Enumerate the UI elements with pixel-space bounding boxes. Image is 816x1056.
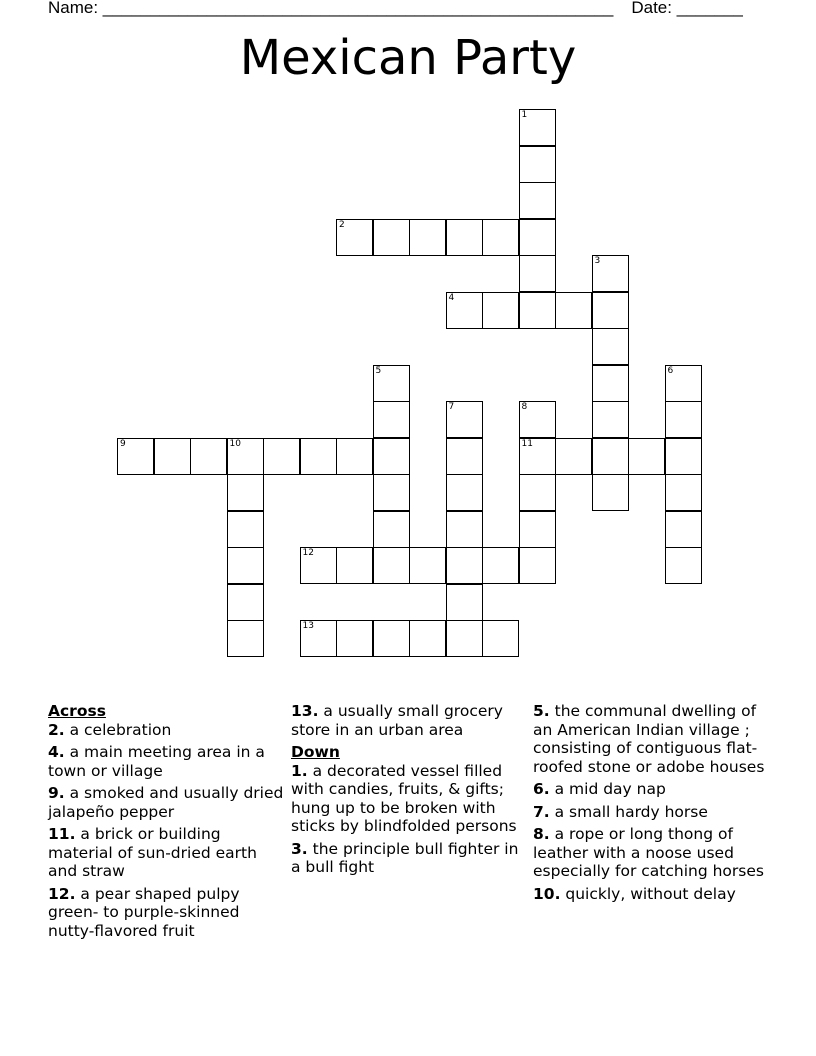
grid-cell[interactable] <box>446 474 483 511</box>
cell-number: 5 <box>375 365 382 376</box>
grid-cell[interactable] <box>665 401 702 438</box>
cell-number: 11 <box>521 438 533 449</box>
grid-cell[interactable] <box>592 365 629 402</box>
grid-cell[interactable] <box>665 511 702 548</box>
grid-cell[interactable] <box>373 401 410 438</box>
clue-number: 12. <box>48 884 76 903</box>
clue-text: a brick or building material of sun-dried earth and straw <box>48 825 257 880</box>
clue-down-1 <box>291 762 527 836</box>
clue-down-8 <box>533 825 769 881</box>
grid-cell[interactable] <box>628 438 665 475</box>
grid-cell[interactable] <box>519 438 556 475</box>
name-field[interactable]: Name: ______________________________________________________ <box>48 0 614 17</box>
across-heading: Across <box>48 702 106 720</box>
grid-cell[interactable] <box>519 401 556 438</box>
grid-cell[interactable] <box>519 182 556 219</box>
cell-number: 12 <box>302 548 314 558</box>
grid-cell[interactable] <box>446 547 483 584</box>
grid-cell[interactable] <box>373 547 410 584</box>
clue-across-11 <box>48 825 286 881</box>
grid-cell[interactable] <box>117 438 154 475</box>
grid-cell[interactable] <box>592 474 629 511</box>
clue-number: 5. <box>533 702 550 720</box>
grid-cell[interactable] <box>373 474 410 511</box>
clue-down-7 <box>533 803 769 822</box>
grid-cell[interactable] <box>519 511 556 548</box>
grid-cell[interactable] <box>227 511 264 548</box>
clues-column-2 <box>291 702 527 881</box>
grid-cell[interactable] <box>227 547 264 584</box>
clues-column-3 <box>533 702 769 907</box>
grid-cell[interactable] <box>373 620 410 657</box>
cell-number: 3 <box>594 256 601 266</box>
cell-number: 10 <box>229 438 241 449</box>
cell-number: 2 <box>339 219 345 230</box>
grid-cell[interactable] <box>336 219 373 256</box>
grid-cell[interactable] <box>665 547 702 584</box>
cell-number: 8 <box>521 402 528 412</box>
grid-cell[interactable] <box>409 620 446 657</box>
grid-cell[interactable] <box>482 547 519 584</box>
grid-cell[interactable] <box>154 438 191 475</box>
clue-across-9 <box>48 784 286 821</box>
cell-number: 1 <box>521 110 528 120</box>
grid-cell[interactable] <box>665 438 702 475</box>
cell-number: 13 <box>302 621 314 631</box>
clue-across-12 <box>48 885 286 941</box>
clue-text: a main meeting area in a town or village <box>48 743 265 780</box>
grid-cell[interactable] <box>227 438 264 475</box>
grid-cell[interactable] <box>482 292 519 329</box>
clue-across-13 <box>291 702 527 739</box>
grid-cell[interactable] <box>446 584 483 621</box>
grid-cell[interactable] <box>446 292 483 329</box>
clue-down-10 <box>533 885 769 904</box>
grid-cell[interactable] <box>592 328 629 365</box>
clue-number: 6. <box>533 780 550 798</box>
grid-cell[interactable] <box>519 547 556 584</box>
clue-number: 9. <box>48 784 65 802</box>
grid-cell[interactable] <box>592 401 629 438</box>
clue-number: 10. <box>533 884 561 903</box>
grid-cell[interactable] <box>482 219 519 256</box>
grid-cell[interactable] <box>555 438 592 475</box>
clue-number: 13. <box>291 702 319 720</box>
clue-across-4 <box>48 743 286 780</box>
clue-text: a mid day nap <box>549 780 666 798</box>
grid-cell[interactable] <box>592 255 629 292</box>
grid-cell[interactable] <box>263 438 300 475</box>
clue-down-3 <box>291 840 527 877</box>
grid-cell[interactable] <box>336 620 373 657</box>
grid-cell[interactable] <box>519 146 556 183</box>
grid-cell[interactable] <box>373 219 410 256</box>
clue-text: a small hardy horse <box>549 802 708 821</box>
clue-across-2 <box>48 721 286 740</box>
clue-text: a rope or long thong of leather with a noose used especially for catching horses <box>533 825 764 880</box>
clue-text: a usually small grocery store in an urban area <box>291 702 503 739</box>
grid-cell[interactable] <box>227 584 264 621</box>
clue-text: a decorated vessel filled with candies, fruits, & gifts; hung up to be broken with sticks by blindfolded persons <box>291 761 517 835</box>
grid-cell[interactable] <box>446 438 483 475</box>
grid-cell[interactable] <box>190 438 227 475</box>
grid-cell[interactable] <box>373 365 410 402</box>
clue-number: 7. <box>533 802 550 821</box>
grid-cell[interactable] <box>446 219 483 256</box>
grid-cell[interactable] <box>555 292 592 329</box>
grid-cell[interactable] <box>592 438 629 475</box>
date-field[interactable]: Date: _______ <box>631 0 743 17</box>
clue-down-6 <box>533 780 769 799</box>
clue-text: the communal dwelling of an American Indian village ; consisting of contiguous flat-roofed stone or adobe houses <box>533 702 765 776</box>
grid-cell[interactable] <box>227 620 264 657</box>
cell-number: 6 <box>667 365 674 376</box>
grid-cell[interactable] <box>665 365 702 402</box>
grid-cell[interactable] <box>409 547 446 584</box>
grid-cell[interactable] <box>446 511 483 548</box>
clue-text: a smoked and usually dried jalapeño pepper <box>48 784 284 821</box>
clue-text: a pear shaped pulpy green- to purple-skinned nutty-flavored fruit <box>48 884 240 940</box>
grid-cell[interactable] <box>227 474 264 511</box>
cell-number: 4 <box>448 292 455 303</box>
grid-cell[interactable] <box>519 255 556 292</box>
grid-cell[interactable] <box>519 292 556 329</box>
clue-text: quickly, without delay <box>560 884 736 903</box>
cell-number: 9 <box>120 438 126 449</box>
clues-column-1 <box>48 702 286 944</box>
grid-cell[interactable] <box>446 620 483 657</box>
grid-cell[interactable] <box>336 438 373 475</box>
grid-cell[interactable] <box>409 219 446 256</box>
grid-cell[interactable] <box>300 547 337 584</box>
clue-down-5 <box>533 702 769 776</box>
grid-cell[interactable] <box>373 438 410 475</box>
grid-cell[interactable] <box>446 401 483 438</box>
clue-number: 8. <box>533 825 550 843</box>
grid-cell[interactable] <box>592 292 629 329</box>
clue-number: 1. <box>291 761 308 780</box>
grid-cell[interactable] <box>373 511 410 548</box>
clue-number: 2. <box>48 720 65 739</box>
cell-number: 7 <box>448 402 455 412</box>
clue-number: 3. <box>291 839 308 858</box>
clue-text: a celebration <box>64 720 172 739</box>
clue-number: 4. <box>48 743 65 761</box>
grid-cell[interactable] <box>665 474 702 511</box>
grid-cell[interactable] <box>519 474 556 511</box>
clue-text: the principle bull fighter in a bull fight <box>291 839 519 876</box>
grid-cell[interactable] <box>519 109 556 146</box>
page-title: Mexican Party <box>239 30 577 86</box>
grid-cell[interactable] <box>336 547 373 584</box>
clue-number: 11. <box>48 825 76 843</box>
down-heading: Down <box>291 743 340 761</box>
grid-cell[interactable] <box>482 620 519 657</box>
grid-cell[interactable] <box>519 219 556 256</box>
grid-cell[interactable] <box>300 620 337 657</box>
grid-cell[interactable] <box>300 438 337 475</box>
